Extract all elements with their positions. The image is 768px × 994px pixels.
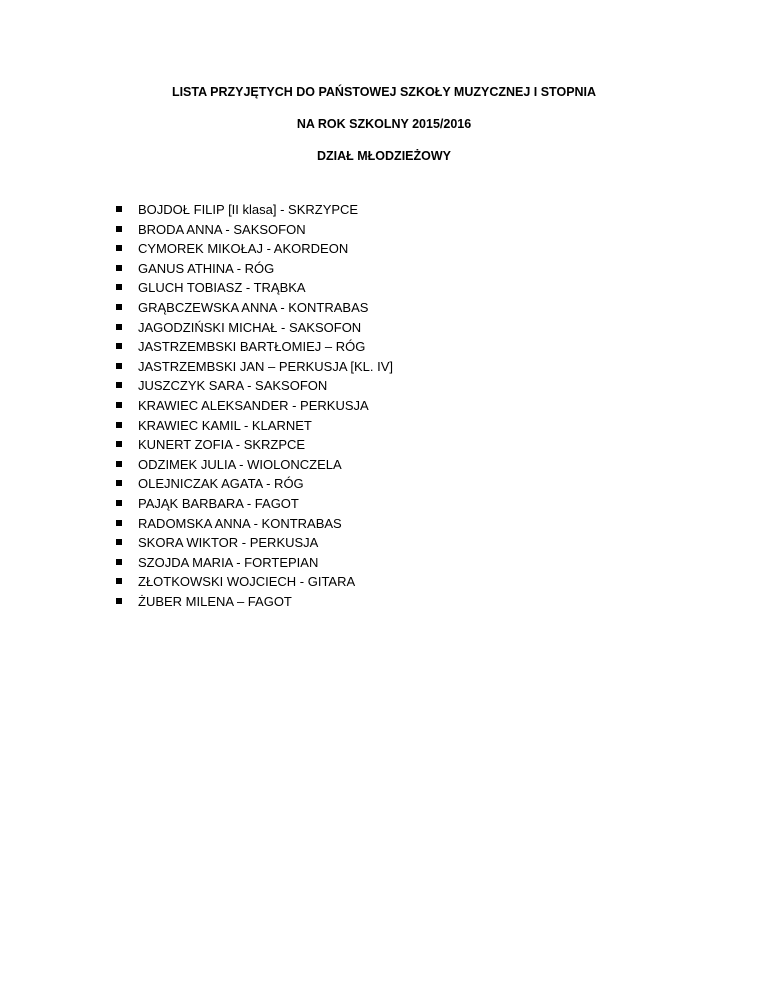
student-entry: BRODA ANNA - SAKSOFON bbox=[138, 221, 306, 237]
square-bullet-icon bbox=[116, 245, 122, 251]
student-entry: GANUS ATHINA - RÓG bbox=[138, 260, 275, 276]
square-bullet-icon bbox=[116, 343, 122, 349]
student-entry: ODZIMEK JULIA - WIOLONCZELA bbox=[138, 456, 342, 472]
square-bullet-icon bbox=[116, 520, 122, 526]
student-entry: GRĄBCZEWSKA ANNA - KONTRABAS bbox=[138, 299, 369, 315]
student-entry: KRAWIEC KAMIL - KLARNET bbox=[138, 417, 312, 433]
student-entry: JASTRZEMBSKI JAN – PERKUSJA [KL. IV] bbox=[138, 358, 394, 374]
square-bullet-icon bbox=[116, 304, 122, 310]
square-bullet-icon bbox=[116, 284, 122, 290]
square-bullet-icon bbox=[116, 500, 122, 506]
square-bullet-icon bbox=[116, 480, 122, 486]
square-bullet-icon bbox=[116, 578, 122, 584]
square-bullet-icon bbox=[116, 402, 122, 408]
student-entry: ŻUBER MILENA – FAGOT bbox=[138, 593, 292, 609]
square-bullet-icon bbox=[116, 539, 122, 545]
student-entry: ZŁOTKOWSKI WOJCIECH - GITARA bbox=[138, 574, 356, 590]
square-bullet-icon bbox=[116, 363, 122, 369]
square-bullet-icon bbox=[116, 441, 122, 447]
student-entry: OLEJNICZAK AGATA - RÓG bbox=[138, 476, 304, 492]
square-bullet-icon bbox=[116, 226, 122, 232]
square-bullet-icon bbox=[116, 265, 122, 271]
document-title: LISTA PRZYJĘTYCH DO PAŃSTOWEJ SZKOŁY MUZYCZNEJ I STOPNIA bbox=[171, 85, 597, 99]
department-heading: DZIAŁ MŁODZIEŻOWY bbox=[316, 149, 451, 163]
student-entry: KUNERT ZOFIA - SKRZPCE bbox=[138, 437, 306, 453]
square-bullet-icon bbox=[116, 461, 122, 467]
student-entry: BOJDOŁ FILIP [II klasa] - SKRZYPCE bbox=[138, 202, 359, 217]
square-bullet-icon bbox=[116, 206, 122, 212]
student-entry: GLUCH TOBIASZ - TRĄBKA bbox=[138, 280, 306, 296]
square-bullet-icon bbox=[116, 324, 122, 330]
student-entry: SKORA WIKTOR - PERKUSJA bbox=[138, 535, 319, 551]
square-bullet-icon bbox=[116, 382, 122, 388]
square-bullet-icon bbox=[116, 559, 122, 565]
student-entry: KRAWIEC ALEKSANDER - PERKUSJA bbox=[138, 397, 369, 413]
student-entry: JASTRZEMBSKI BARTŁOMIEJ – RÓG bbox=[138, 339, 366, 355]
student-entry: SZOJDA MARIA - FORTEPIAN bbox=[138, 554, 319, 570]
student-entry: RADOMSKA ANNA - KONTRABAS bbox=[138, 515, 342, 531]
student-entry: JAGODZIŃSKI MICHAŁ - SAKSOFON bbox=[138, 319, 362, 335]
student-entry: PAJĄK BARBARA - FAGOT bbox=[138, 495, 299, 511]
student-entry: JUSZCZYK SARA - SAKSOFON bbox=[138, 378, 328, 394]
square-bullet-icon bbox=[116, 598, 122, 604]
square-bullet-icon bbox=[116, 422, 122, 428]
school-year-heading: NA ROK SZKOLNY 2015/2016 bbox=[296, 117, 472, 131]
student-entry: CYMOREK MIKOŁAJ - AKORDEON bbox=[138, 241, 349, 257]
